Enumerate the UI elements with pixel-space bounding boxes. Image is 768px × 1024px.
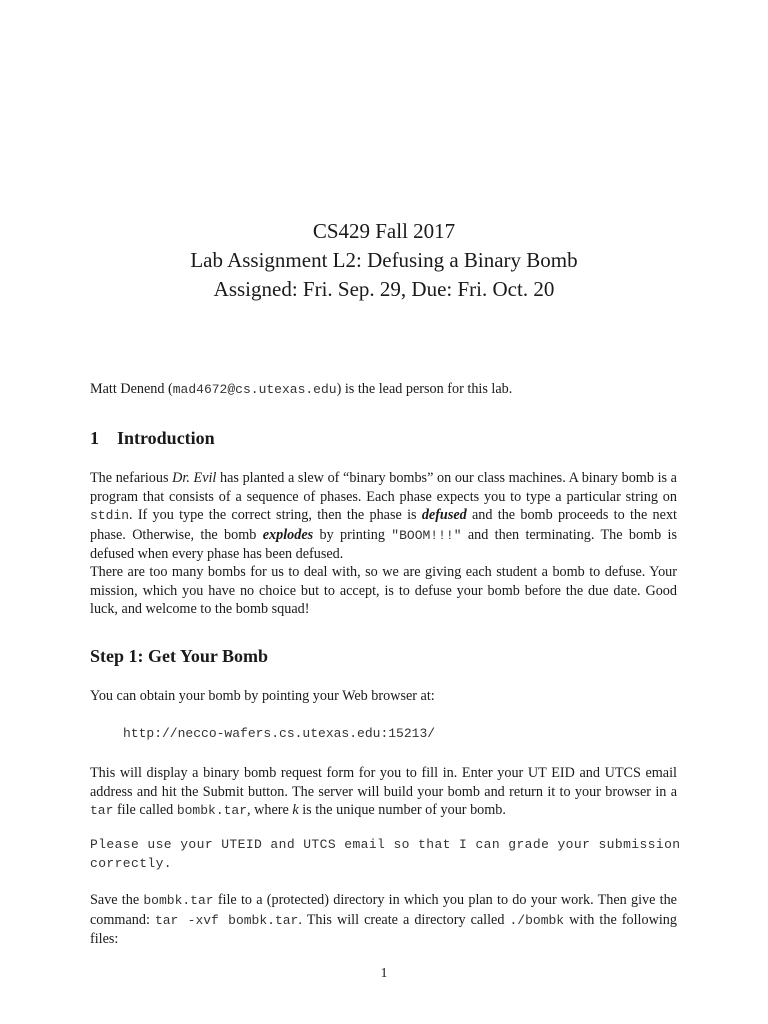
lead-person-paragraph [90, 380, 677, 400]
defused-emphasis: defused [421, 507, 467, 523]
lead-suffix: ) is the lead person for this lab. [336, 381, 513, 397]
text-run: This will display a binary bomb request form for you to fill in. Enter your UT EID and UTCS email address and hit the Submit button. The server will build your bomb and return it to your browser in a [90, 765, 677, 800]
lab-title: Lab Assignment L2: Defusing a Binary Bomb [190, 248, 578, 272]
bomb-tar-filename: bombk.tar [143, 893, 214, 908]
text-run: by printing [313, 526, 392, 543]
tar-command: tar -xvf bombk.tar [154, 912, 299, 928]
lead-email: mad4672@cs.utexas.edu [172, 382, 337, 397]
text-run: . If you type the correct string, then the phase is [129, 507, 422, 523]
step1-paragraph-3 [90, 891, 677, 949]
text-run: , where [247, 802, 293, 818]
k-variable: k [292, 802, 299, 818]
text-run: Save the [90, 892, 144, 908]
intro-paragraph-2: There are too many bombs for us to deal with, so we are giving each student a bomb to defuse. Your mission, which you have no choice but to accept, is to defuse your bomb before the due date. Good luck, and welcome to the bomb squad! [90, 564, 677, 617]
text-run: has planted a slew of “binary bombs” on our class machines. A binary bomb is a program that consists of a sequence of phases. Each phase expects you to type a particular string on [90, 470, 677, 505]
boom-code: "BOOM!!!" [391, 527, 462, 543]
text-run: with the following files: [90, 911, 677, 947]
intro-paragraph-1 [90, 469, 677, 564]
section-title: Introduction [117, 428, 215, 448]
section-heading-step1: Step 1: Get Your Bomb [90, 646, 269, 666]
step1-paragraph-1: You can obtain your bomb by pointing your Web browser at: [90, 688, 435, 704]
assignment-dates: Assigned: Fri. Sep. 29, Due: Fri. Oct. 20 [213, 277, 555, 301]
bomb-directory: ./bombk [509, 912, 565, 928]
text-run: file called [113, 802, 177, 818]
text-run: is the unique number of your bomb. [298, 802, 506, 818]
page-number: 1 [380, 966, 388, 981]
explodes-emphasis: explodes [262, 526, 314, 543]
text-run: and then terminating. The bomb is defused when every phase has been defused. [90, 526, 677, 562]
step1-paragraph-2 [90, 764, 677, 821]
document-title [0, 217, 768, 304]
stdin-code: stdin [90, 508, 130, 523]
dr-evil-emphasis: Dr. Evil [172, 470, 217, 486]
bomb-tar-filename: bombk.tar [176, 803, 248, 818]
text-run: and the bomb proceeds to the next phase. Otherwise, the bomb [90, 507, 677, 543]
section-heading-introduction [90, 428, 215, 449]
course-title: CS429 Fall 2017 [312, 219, 456, 243]
section-number: 1 [90, 428, 99, 448]
text-run: . This will create a directory called [298, 911, 510, 928]
text-run: file to a (protected) directory in which you plan to do your work. Then give the command: [90, 892, 677, 928]
text-run: The nefarious [90, 470, 173, 486]
bomb-server-url: http://necco-wafers.cs.utexas.edu:15213/ [123, 726, 436, 741]
lead-name: Matt Denend ( [90, 381, 173, 397]
uteid-note: Please use your UTEID and UTCS email so that I can grade your submission correctly. [90, 837, 681, 871]
tar-code: tar [90, 803, 114, 818]
